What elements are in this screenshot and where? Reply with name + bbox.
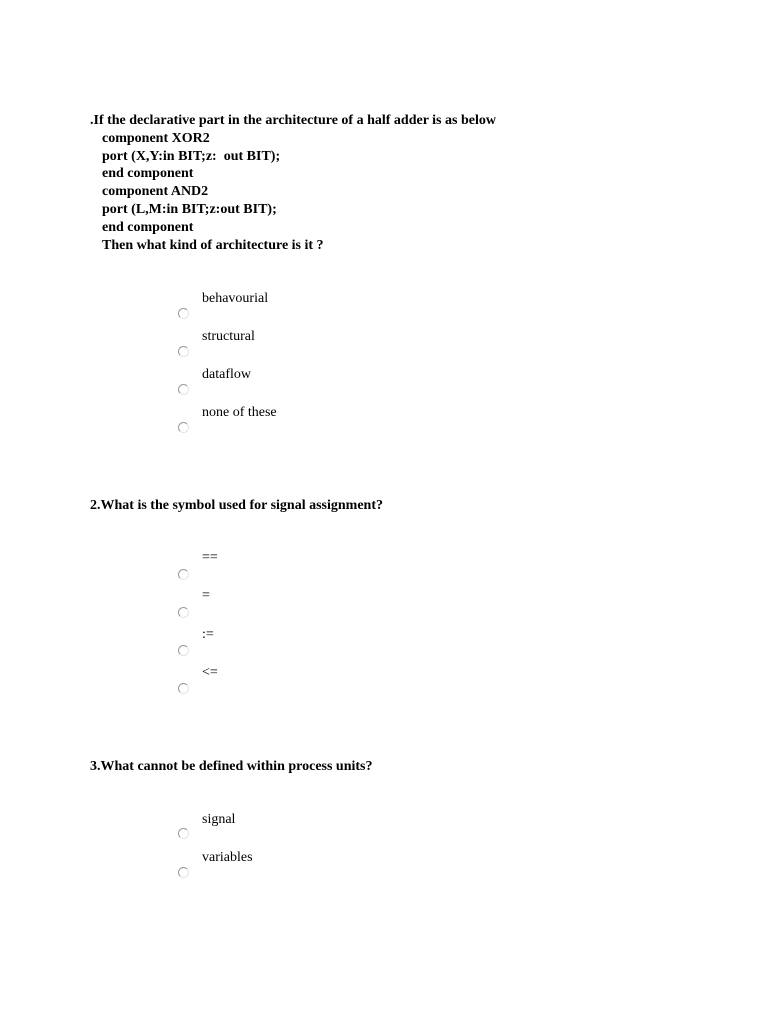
question-1-text: .If the declarative part in the architecture of a half adder is as below	[90, 113, 496, 128]
code-line: component AND2	[102, 184, 209, 200]
option-radio-signal[interactable]	[178, 828, 189, 839]
code-line: end component	[102, 219, 194, 235]
question-2	[90, 497, 730, 515]
option-radio-behavourial[interactable]	[178, 308, 189, 319]
option-label-variables: variables	[202, 850, 253, 865]
option-radio-variables[interactable]	[178, 867, 189, 878]
option-radio-double-equals[interactable]	[178, 569, 189, 580]
question-3-text: 3.What cannot be defined within process units?	[90, 759, 373, 774]
option-radio-none-of-these[interactable]	[178, 422, 189, 433]
question-1-prompt: Then what kind of architecture is it ?	[102, 237, 324, 253]
option-radio-less-equals[interactable]	[178, 683, 189, 694]
option-label-less-equals: <=	[202, 665, 218, 680]
option-label-equals: =	[202, 588, 210, 603]
question-2-text: 2.What is the symbol used for signal assignment?	[90, 498, 384, 513]
code-line: end component	[102, 166, 194, 182]
question-3	[90, 758, 730, 776]
option-label-none-of-these: none of these	[202, 405, 277, 420]
code-line: component XOR2	[102, 130, 210, 146]
option-label-signal: signal	[202, 812, 236, 827]
option-label-behavourial: behavourial	[202, 291, 269, 306]
option-radio-colon-equals[interactable]	[178, 645, 189, 656]
code-line: port (L,M:in BIT;z:out BIT);	[102, 201, 277, 217]
option-label-dataflow: dataflow	[202, 367, 251, 382]
option-radio-equals[interactable]	[178, 607, 189, 618]
option-label-structural: structural	[202, 329, 255, 344]
option-label-colon-equals: :=	[202, 627, 214, 642]
option-radio-structural[interactable]	[178, 346, 189, 357]
code-line: port (X,Y:in BIT;z: out BIT);	[102, 148, 281, 164]
option-radio-dataflow[interactable]	[178, 384, 189, 395]
option-label-double-equals: ==	[202, 550, 218, 565]
question-1	[90, 112, 730, 254]
